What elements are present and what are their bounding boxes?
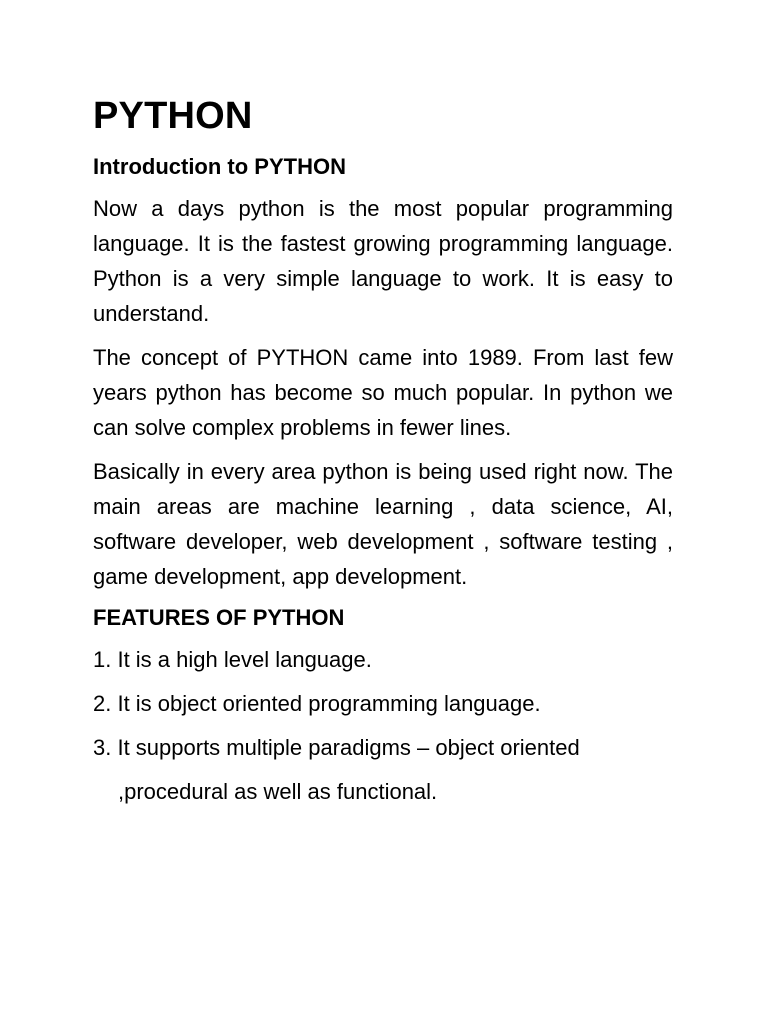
intro-paragraph-2: The concept of PYTHON came into 1989. From last few years python has become so much popular. In python we can solve complex problems in fewer lines. bbox=[93, 345, 673, 440]
intro-paragraph-3: Basically in every area python is being used right now. The main areas are machine learning , data science, AI, software developer, web development , software testing , game development, app development. bbox=[93, 459, 673, 589]
document-body bbox=[93, 90, 673, 809]
feature-item-2: 2. It is object oriented programming language. bbox=[93, 691, 541, 716]
intro-heading: Introduction to PYTHON bbox=[93, 154, 346, 179]
feature-item-3: 3. It supports multiple paradigms – object oriented bbox=[93, 735, 580, 760]
feature-item-1: 1. It is a high level language. bbox=[93, 647, 372, 672]
intro-paragraph-1: Now a days python is the most popular programming language. It is the fastest growing programming language. Python is a very simple language to work. It is easy to understand. bbox=[93, 196, 673, 326]
features-heading: FEATURES OF PYTHON bbox=[93, 605, 345, 630]
feature-item-3-continuation: ,procedural as well as functional. bbox=[118, 779, 438, 804]
document-title: PYTHON bbox=[93, 95, 253, 137]
